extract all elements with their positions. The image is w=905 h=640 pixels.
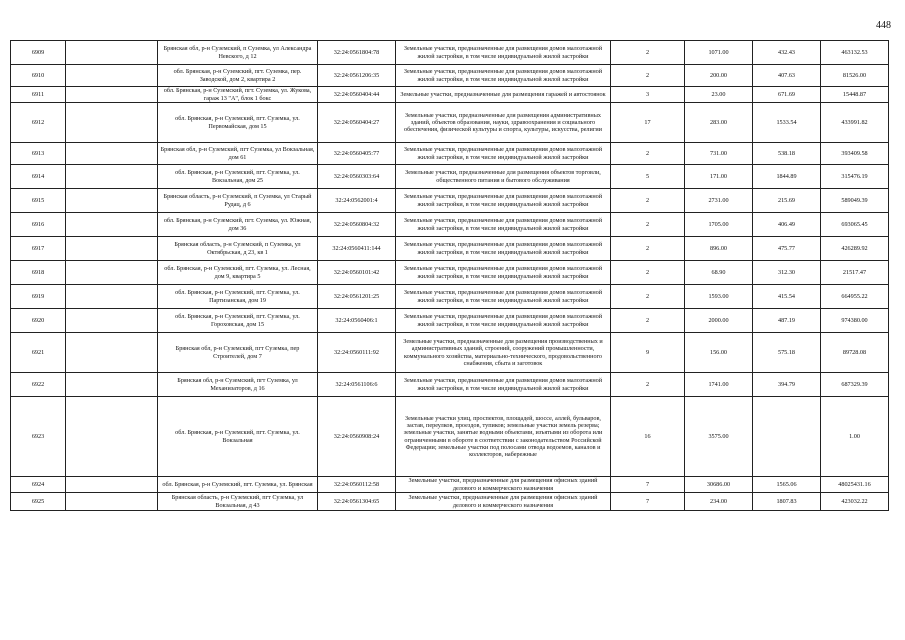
row-number: 6921 bbox=[11, 333, 66, 373]
row-number: 6923 bbox=[11, 397, 66, 477]
blank-cell bbox=[66, 261, 158, 285]
cadastral-number-cell: 32:24:0560111:92 bbox=[318, 333, 396, 373]
address-cell: обл. Брянская, р-н Суземский, пгт. Суземка, пер. Заводской, дом 2, квартира 2 bbox=[158, 65, 318, 87]
row-number: 6915 bbox=[11, 189, 66, 213]
cadastral-value-cell: 463132.53 bbox=[821, 41, 889, 65]
cadastral-value-cell: 426289.92 bbox=[821, 237, 889, 261]
specific-value-cell: 215.69 bbox=[753, 189, 821, 213]
cadastral-value-cell: 21517.47 bbox=[821, 261, 889, 285]
land-use-cell: Земельные участки, предназначенные для размещения домов малоэтажной жилой застройки, в том числе индивидуальной жилой застройки bbox=[396, 309, 611, 333]
area-cell: 68.90 bbox=[685, 261, 753, 285]
land-use-group-cell: 7 bbox=[611, 477, 685, 493]
land-use-cell: Земельные участки, предназначенные для размещения объектов торговли, общественного питания и бытового обслуживания bbox=[396, 165, 611, 189]
table-row bbox=[11, 477, 889, 493]
row-number: 6909 bbox=[11, 41, 66, 65]
area-cell: 1741.00 bbox=[685, 373, 753, 397]
cadastral-value-cell: 315476.19 bbox=[821, 165, 889, 189]
table-row bbox=[11, 333, 889, 373]
area-cell: 156.00 bbox=[685, 333, 753, 373]
land-use-cell: Земельные участки, предназначенные для размещения производственных и административных зданий, строений, сооружений промышленности, коммунального хозяйства, материально-технического, продовольственного снабжения, сбыта и заготовок bbox=[396, 333, 611, 373]
cadastral-number-cell: 32:24:0561804:78 bbox=[318, 41, 396, 65]
specific-value-cell: 407.63 bbox=[753, 65, 821, 87]
table-row bbox=[11, 143, 889, 165]
row-number: 6914 bbox=[11, 165, 66, 189]
cadastral-value-cell: 1.00 bbox=[821, 397, 889, 477]
cadastral-value-cell: 89728.08 bbox=[821, 333, 889, 373]
land-use-group-cell: 2 bbox=[611, 65, 685, 87]
cadastral-value-cell: 687329.39 bbox=[821, 373, 889, 397]
blank-cell bbox=[66, 333, 158, 373]
land-use-cell: Земельные участки, предназначенные для размещения офисных зданий делового и коммерческого назначения bbox=[396, 493, 611, 511]
land-use-cell: Земельные участки, предназначенные для размещения гаражей и автостоянок bbox=[396, 87, 611, 103]
specific-value-cell: 432.43 bbox=[753, 41, 821, 65]
row-number: 6913 bbox=[11, 143, 66, 165]
land-use-group-cell: 16 bbox=[611, 397, 685, 477]
row-number: 6920 bbox=[11, 309, 66, 333]
cadastral-number-cell: 32:24:0560404:27 bbox=[318, 103, 396, 143]
cadastral-number-cell: 32:24:0561206:35 bbox=[318, 65, 396, 87]
table-row bbox=[11, 213, 889, 237]
blank-cell bbox=[66, 165, 158, 189]
land-use-group-cell: 2 bbox=[611, 213, 685, 237]
area-cell: 2000.00 bbox=[685, 309, 753, 333]
specific-value-cell bbox=[753, 397, 821, 477]
cadastral-value-cell: 664955.22 bbox=[821, 285, 889, 309]
address-cell: обл. Брянская, р-н Суземский, пгт. Суземка, ул. Южная, дом 36 bbox=[158, 213, 318, 237]
table-row bbox=[11, 397, 889, 477]
row-number: 6925 bbox=[11, 493, 66, 511]
blank-cell bbox=[66, 397, 158, 477]
cadastral-number-cell: 32:24:0562001:4 bbox=[318, 189, 396, 213]
area-cell: 2731.00 bbox=[685, 189, 753, 213]
specific-value-cell: 394.79 bbox=[753, 373, 821, 397]
land-use-group-cell: 17 bbox=[611, 103, 685, 143]
address-cell: обл. Брянская, р-н Суземский, пгт. Суземка, ул. Брянская bbox=[158, 477, 318, 493]
blank-cell bbox=[66, 477, 158, 493]
cadastral-number-cell: 32:24:0561201:25 bbox=[318, 285, 396, 309]
address-cell: обл. Брянская, р-н Суземский, пгт. Суземка, ул. Вокзальная bbox=[158, 397, 318, 477]
area-cell: 1705.00 bbox=[685, 213, 753, 237]
blank-cell bbox=[66, 87, 158, 103]
cadastral-number-cell: 32:24:0560406:1 bbox=[318, 309, 396, 333]
table-row bbox=[11, 237, 889, 261]
cadastral-number-cell: 32:24:0560101:42 bbox=[318, 261, 396, 285]
row-number: 6910 bbox=[11, 65, 66, 87]
address-cell: обл. Брянская, р-н Суземский, пгт. Суземка, ул. Вокзальная, дом 25 bbox=[158, 165, 318, 189]
land-use-cell: Земельные участки, предназначенные для размещения домов малоэтажной жилой застройки, в том числе индивидуальной жилой застройки bbox=[396, 143, 611, 165]
cadastral-value-cell: 693065.45 bbox=[821, 213, 889, 237]
table-row bbox=[11, 165, 889, 189]
specific-value-cell: 1565.06 bbox=[753, 477, 821, 493]
specific-value-cell: 671.69 bbox=[753, 87, 821, 103]
land-use-group-cell: 3 bbox=[611, 87, 685, 103]
specific-value-cell: 487.19 bbox=[753, 309, 821, 333]
specific-value-cell: 1533.54 bbox=[753, 103, 821, 143]
address-cell: Брянская обл, р-н Суземский, п Суземка, ул Александра Невского, д 12 bbox=[158, 41, 318, 65]
cadastral-number-cell: 32:24:0560411:144 bbox=[318, 237, 396, 261]
area-cell: 200.00 bbox=[685, 65, 753, 87]
land-use-group-cell: 2 bbox=[611, 309, 685, 333]
cadastral-value-cell: 423032.22 bbox=[821, 493, 889, 511]
cadastral-number-cell: 32:24:0560405:77 bbox=[318, 143, 396, 165]
row-number: 6912 bbox=[11, 103, 66, 143]
cadastral-number-cell: 32:24:0560404:44 bbox=[318, 87, 396, 103]
blank-cell bbox=[66, 103, 158, 143]
cadastral-number-cell: 32:24:0560303:64 bbox=[318, 165, 396, 189]
row-number: 6919 bbox=[11, 285, 66, 309]
table-row bbox=[11, 493, 889, 511]
blank-cell bbox=[66, 237, 158, 261]
row-number: 6918 bbox=[11, 261, 66, 285]
land-use-group-cell: 2 bbox=[611, 285, 685, 309]
cadastral-value-cell: 48025431.16 bbox=[821, 477, 889, 493]
land-use-cell: Земельные участки, предназначенные для размещения административных зданий, объектов образования, науки, здравоохранения и социального обеспечения, физической культуры и спорта, культуры, искусства, религии bbox=[396, 103, 611, 143]
cadastral-value-table bbox=[10, 40, 889, 511]
table-row bbox=[11, 261, 889, 285]
blank-cell bbox=[66, 285, 158, 309]
table-row bbox=[11, 87, 889, 103]
cadastral-number-cell: 32:24:0560908:24 bbox=[318, 397, 396, 477]
land-use-cell: Земельные участки, предназначенные для размещения домов малоэтажной жилой застройки, в том числе индивидуальной жилой застройки bbox=[396, 41, 611, 65]
land-use-cell: Земельные участки, предназначенные для размещения домов малоэтажной жилой застройки, в том числе индивидуальной жилой застройки bbox=[396, 65, 611, 87]
address-cell: Брянская обл, р-н Суземский, пгт Суземка, ул Вокзальная, дом 61 bbox=[158, 143, 318, 165]
row-number: 6917 bbox=[11, 237, 66, 261]
specific-value-cell: 1844.89 bbox=[753, 165, 821, 189]
specific-value-cell: 415.54 bbox=[753, 285, 821, 309]
specific-value-cell: 538.18 bbox=[753, 143, 821, 165]
land-use-cell: Земельные участки, предназначенные для размещения домов малоэтажной жилой застройки, в том числе индивидуальной жилой застройки bbox=[396, 285, 611, 309]
table-row bbox=[11, 373, 889, 397]
land-use-group-cell: 2 bbox=[611, 143, 685, 165]
blank-cell bbox=[66, 143, 158, 165]
table-row bbox=[11, 65, 889, 87]
cadastral-number-cell: 32:24:0560804:32 bbox=[318, 213, 396, 237]
address-cell: Брянская область, р-н Суземский, п Суземка, ул Октябрьская, д 23, кв 1 bbox=[158, 237, 318, 261]
cadastral-number-cell: 32:24:0560112:58 bbox=[318, 477, 396, 493]
table-row bbox=[11, 189, 889, 213]
specific-value-cell: 406.49 bbox=[753, 213, 821, 237]
address-cell: Брянская область, р-н Суземский, пгт Суземка, ул Вокзальная, д 43 bbox=[158, 493, 318, 511]
table-row bbox=[11, 285, 889, 309]
area-cell: 3575.00 bbox=[685, 397, 753, 477]
area-cell: 30686.00 bbox=[685, 477, 753, 493]
land-use-cell: Земельные участки улиц, проспектов, площадей, шоссе, аллей, бульваров, застав, переулков, проездов, тупиков; земельные участки земель резерва; земельные участки, занятые водными объектами, изъятыми из оборота или ограниченными в обороте в соответствии с законодательством Российской Федерации; земельные участки под полосами отвода водоемов, каналов и коллекторов, набережные bbox=[396, 397, 611, 477]
address-cell: Брянская обл, р-н Суземский, пгт Суземка, пер Строителей, дом 7 bbox=[158, 333, 318, 373]
specific-value-cell: 475.77 bbox=[753, 237, 821, 261]
row-number: 6924 bbox=[11, 477, 66, 493]
blank-cell bbox=[66, 41, 158, 65]
area-cell: 896.00 bbox=[685, 237, 753, 261]
land-use-group-cell: 2 bbox=[611, 189, 685, 213]
address-cell: обл. Брянская, р-н Суземский, пгт. Суземка, ул. Первомайская, дом 15 bbox=[158, 103, 318, 143]
row-number: 6922 bbox=[11, 373, 66, 397]
row-number: 6911 bbox=[11, 87, 66, 103]
cadastral-value-cell: 15448.87 bbox=[821, 87, 889, 103]
land-use-group-cell: 2 bbox=[611, 261, 685, 285]
area-cell: 1071.00 bbox=[685, 41, 753, 65]
specific-value-cell: 312.30 bbox=[753, 261, 821, 285]
land-use-group-cell: 2 bbox=[611, 373, 685, 397]
cadastral-value-cell: 433991.82 bbox=[821, 103, 889, 143]
specific-value-cell: 575.18 bbox=[753, 333, 821, 373]
area-cell: 23.00 bbox=[685, 87, 753, 103]
area-cell: 731.00 bbox=[685, 143, 753, 165]
page-number: 448 bbox=[876, 20, 891, 31]
row-number: 6916 bbox=[11, 213, 66, 237]
address-cell: обл. Брянская, р-н Суземский, пгт. Суземка, ул. Гороховская, дом 15 bbox=[158, 309, 318, 333]
address-cell: Брянская обл, р-н Суземский, пгт Суземка, ул Механизаторов, д 16 bbox=[158, 373, 318, 397]
area-cell: 171.00 bbox=[685, 165, 753, 189]
cadastral-number-cell: 32:24:0561106:6 bbox=[318, 373, 396, 397]
area-cell: 283.00 bbox=[685, 103, 753, 143]
blank-cell bbox=[66, 213, 158, 237]
land-use-cell: Земельные участки, предназначенные для размещения домов малоэтажной жилой застройки, в том числе индивидуальной жилой застройки bbox=[396, 237, 611, 261]
land-use-group-cell: 2 bbox=[611, 237, 685, 261]
blank-cell bbox=[66, 65, 158, 87]
area-cell: 1593.00 bbox=[685, 285, 753, 309]
land-use-group-cell: 2 bbox=[611, 41, 685, 65]
land-use-cell: Земельные участки, предназначенные для размещения домов малоэтажной жилой застройки, в том числе индивидуальной жилой застройки bbox=[396, 373, 611, 397]
cadastral-value-cell: 974380.00 bbox=[821, 309, 889, 333]
land-use-cell: Земельные участки, предназначенные для размещения домов малоэтажной жилой застройки, в том числе индивидуальной жилой застройки bbox=[396, 261, 611, 285]
table-row bbox=[11, 103, 889, 143]
address-cell: Брянская область, р-н Суземский, п Суземка, ул Старый Рудац, д 6 bbox=[158, 189, 318, 213]
land-use-cell: Земельные участки, предназначенные для размещения домов малоэтажной жилой застройки, в том числе индивидуальной жилой застройки bbox=[396, 213, 611, 237]
blank-cell bbox=[66, 189, 158, 213]
cadastral-value-cell: 81526.00 bbox=[821, 65, 889, 87]
address-cell: обл. Брянская, р-н Суземский, пгт. Суземка, ул. Партизанская, дом 19 bbox=[158, 285, 318, 309]
address-cell: обл. Брянская, р-н Суземский, пгт. Суземка, ул. Лесная, дом 9, квартира 5 bbox=[158, 261, 318, 285]
land-use-group-cell: 5 bbox=[611, 165, 685, 189]
blank-cell bbox=[66, 309, 158, 333]
land-use-group-cell: 9 bbox=[611, 333, 685, 373]
cadastral-number-cell: 32:24:0561304:65 bbox=[318, 493, 396, 511]
land-use-cell: Земельные участки, предназначенные для размещения домов малоэтажной жилой застройки, в том числе индивидуальной жилой застройки bbox=[396, 189, 611, 213]
cadastral-value-cell: 393409.58 bbox=[821, 143, 889, 165]
table-row bbox=[11, 41, 889, 65]
blank-cell bbox=[66, 493, 158, 511]
blank-cell bbox=[66, 373, 158, 397]
land-use-cell: Земельные участки, предназначенные для размещения офисных зданий делового и коммерческого назначения bbox=[396, 477, 611, 493]
area-cell: 234.00 bbox=[685, 493, 753, 511]
land-use-group-cell: 7 bbox=[611, 493, 685, 511]
cadastral-value-cell: 589049.39 bbox=[821, 189, 889, 213]
specific-value-cell: 1807.83 bbox=[753, 493, 821, 511]
address-cell: обл. Брянская, р-н Суземский, пгт. Суземка, ул. Жукова, гараж 13 "А", блок 1 бокс bbox=[158, 87, 318, 103]
table-row bbox=[11, 309, 889, 333]
